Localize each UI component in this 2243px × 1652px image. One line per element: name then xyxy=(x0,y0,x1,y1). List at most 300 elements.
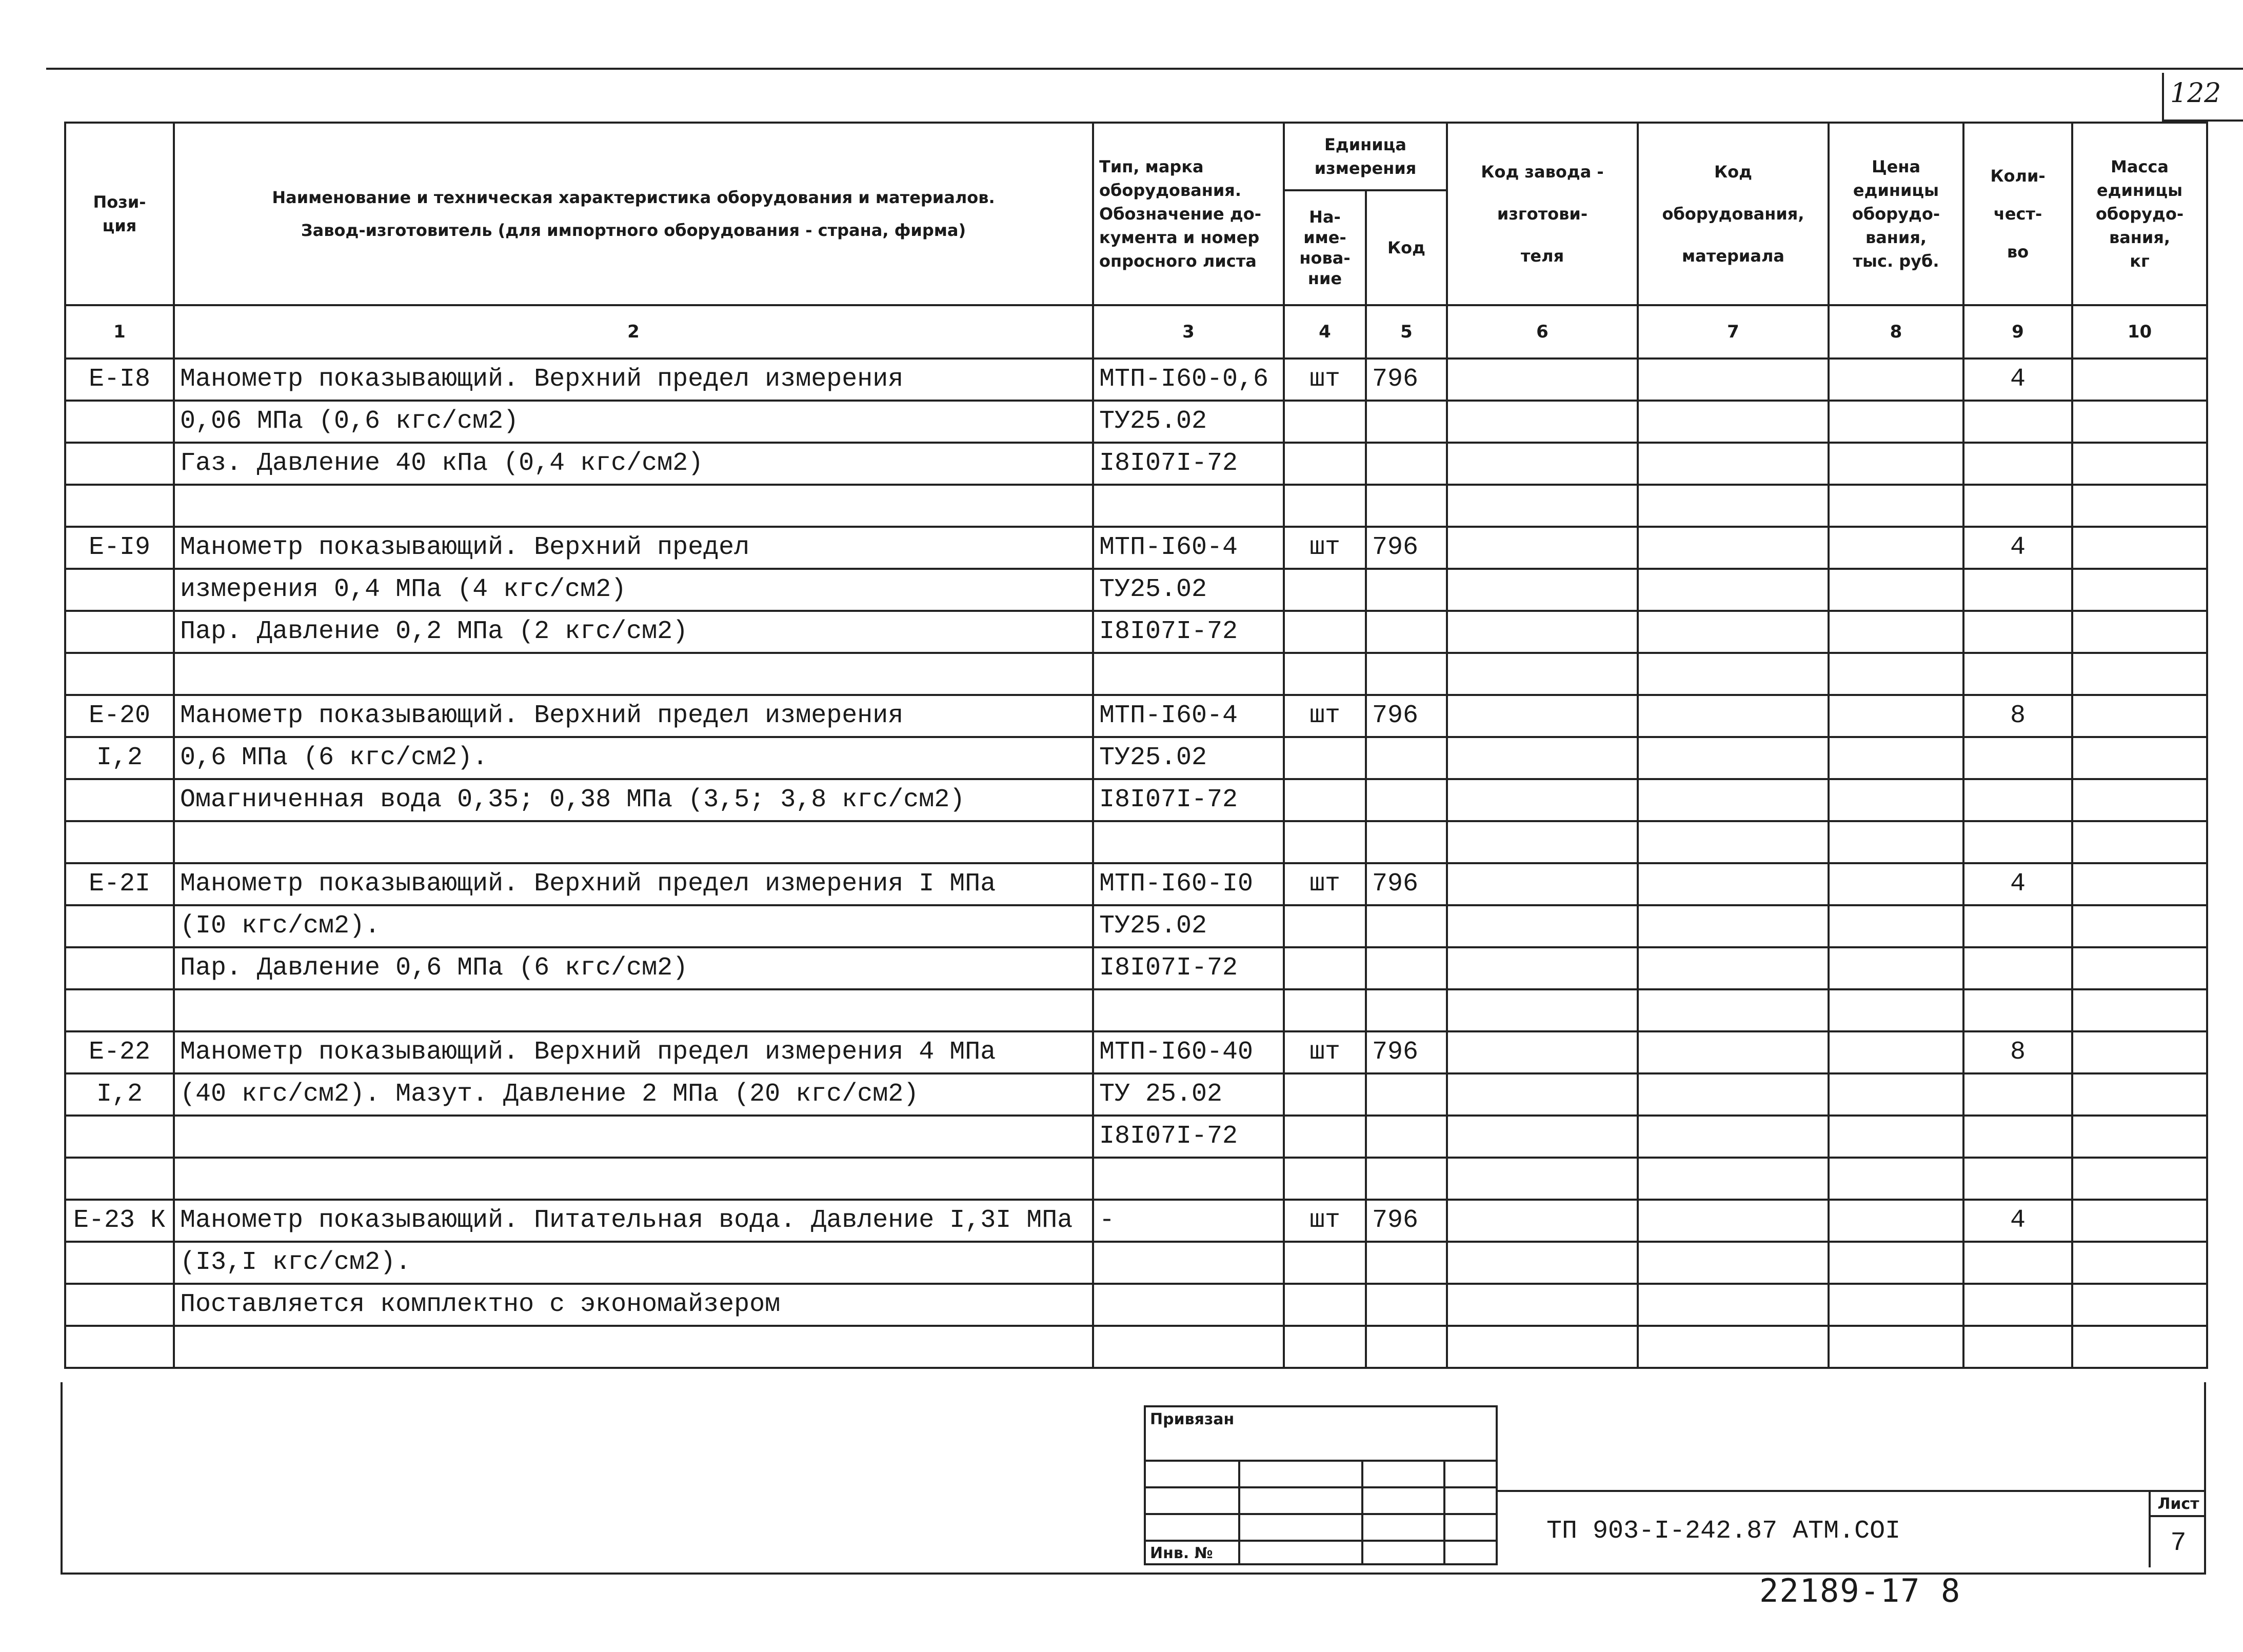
row-position xyxy=(65,1284,174,1326)
row-type xyxy=(1093,989,1284,1031)
row-mass xyxy=(2072,443,2207,485)
row-name: (40 кгс/см2). Мазут. Давление 2 МПа (20 кгс/см2) xyxy=(174,1073,1093,1116)
row-price xyxy=(1829,443,1963,485)
row-position xyxy=(65,1326,174,1368)
row-position xyxy=(65,653,174,695)
row-quantity xyxy=(1963,1116,2072,1158)
row-quantity xyxy=(1963,569,2072,611)
row-factory-code xyxy=(1447,611,1638,653)
row-position: Е-22 xyxy=(65,1031,174,1073)
row-price xyxy=(1829,779,1963,821)
row-equipment-code xyxy=(1638,779,1829,821)
table-row xyxy=(65,1031,2207,1073)
row-equipment-code xyxy=(1638,611,1829,653)
row-name: Манометр показывающий. Верхний предел xyxy=(174,527,1093,569)
row-price xyxy=(1829,737,1963,779)
row-name: (I3,I кгс/см2). xyxy=(174,1242,1093,1284)
row-position xyxy=(65,821,174,863)
row-quantity xyxy=(1963,443,2072,485)
row-type: I8I07I-72 xyxy=(1093,1116,1284,1158)
row-type: ТУ25.02 xyxy=(1093,905,1284,947)
row-unit-code xyxy=(1366,611,1447,653)
row-type: МТП-I60-40 xyxy=(1093,1031,1284,1073)
row-equipment-code xyxy=(1638,1200,1829,1242)
row-name: Манометр показывающий. Верхний предел измерения xyxy=(174,695,1093,737)
row-price xyxy=(1829,611,1963,653)
table-row xyxy=(65,1158,2207,1200)
column-number-row xyxy=(65,305,2207,359)
row-type xyxy=(1093,1326,1284,1368)
row-quantity: 4 xyxy=(1963,527,2072,569)
row-unit-name xyxy=(1284,989,1366,1031)
row-unit-code xyxy=(1366,1073,1447,1116)
row-type xyxy=(1093,1242,1284,1284)
table-row xyxy=(65,821,2207,863)
row-position xyxy=(65,905,174,947)
row-price xyxy=(1829,1116,1963,1158)
row-type: МТП-I60-I0 xyxy=(1093,863,1284,905)
row-name: Омагниченная вода 0,35; 0,38 МПа (3,5; 3,8 кгс/см2) xyxy=(174,779,1093,821)
table-row xyxy=(65,1242,2207,1284)
row-name xyxy=(174,1326,1093,1368)
row-equipment-code xyxy=(1638,863,1829,905)
row-equipment-code xyxy=(1638,737,1829,779)
row-unit-code: 796 xyxy=(1366,1200,1447,1242)
row-name: Поставляется комплектно с экономайзером xyxy=(174,1284,1093,1326)
row-equipment-code xyxy=(1638,443,1829,485)
row-position xyxy=(65,485,174,527)
row-unit-name: шт xyxy=(1284,863,1366,905)
row-name xyxy=(174,821,1093,863)
row-position xyxy=(65,1242,174,1284)
row-position: Е-20 xyxy=(65,695,174,737)
header-name-line2: Завод-изготовитель (для импортного оборудования - страна, фирма) xyxy=(301,221,966,240)
row-price xyxy=(1829,1242,1963,1284)
row-equipment-code xyxy=(1638,1284,1829,1326)
row-name: (I0 кгс/см2). xyxy=(174,905,1093,947)
row-unit-code xyxy=(1366,569,1447,611)
row-price xyxy=(1829,359,1963,401)
row-equipment-code xyxy=(1638,1116,1829,1158)
row-quantity xyxy=(1963,1073,2072,1116)
row-equipment-code xyxy=(1638,947,1829,989)
row-quantity: 8 xyxy=(1963,695,2072,737)
row-quantity xyxy=(1963,1158,2072,1200)
row-type: I8I07I-72 xyxy=(1093,947,1284,989)
row-factory-code xyxy=(1447,1116,1638,1158)
row-type: I8I07I-72 xyxy=(1093,779,1284,821)
header-quantity: Коли- чест- во xyxy=(1963,123,2072,305)
sheet-label: Лист xyxy=(2151,1495,2206,1517)
row-mass xyxy=(2072,359,2207,401)
table-row xyxy=(65,359,2207,401)
row-factory-code xyxy=(1447,1158,1638,1200)
row-position: I,2 xyxy=(65,737,174,779)
table-row xyxy=(65,1116,2207,1158)
row-price xyxy=(1829,1284,1963,1326)
table-row xyxy=(65,737,2207,779)
row-name xyxy=(174,653,1093,695)
row-unit-name xyxy=(1284,1284,1366,1326)
sheet-corner-number: 122 xyxy=(2170,78,2221,109)
row-price xyxy=(1829,1326,1963,1368)
table-row xyxy=(65,905,2207,947)
table-row xyxy=(65,569,2207,611)
table-row xyxy=(65,1200,2207,1242)
row-unit-name xyxy=(1284,1242,1366,1284)
row-mass xyxy=(2072,1242,2207,1284)
inventory-label: Инв. № xyxy=(1150,1544,1213,1562)
row-unit-name xyxy=(1284,737,1366,779)
row-unit-code: 796 xyxy=(1366,527,1447,569)
row-unit-code xyxy=(1366,1158,1447,1200)
row-mass xyxy=(2072,1284,2207,1326)
row-type: ТУ 25.02 xyxy=(1093,1073,1284,1116)
row-type: ТУ25.02 xyxy=(1093,401,1284,443)
row-factory-code xyxy=(1447,779,1638,821)
row-unit-code xyxy=(1366,905,1447,947)
document-code: ТП 903-I-242.87 АТМ.СОI xyxy=(1546,1517,1901,1546)
row-unit-code: 796 xyxy=(1366,695,1447,737)
row-name: Пар. Давление 0,6 МПа (6 кгс/см2) xyxy=(174,947,1093,989)
row-factory-code xyxy=(1447,1242,1638,1284)
row-quantity: 4 xyxy=(1963,359,2072,401)
header-factory-code: Код завода - изготови- теля xyxy=(1447,123,1638,305)
row-mass xyxy=(2072,905,2207,947)
row-mass xyxy=(2072,863,2207,905)
row-mass xyxy=(2072,653,2207,695)
row-unit-name xyxy=(1284,653,1366,695)
row-unit-name xyxy=(1284,1158,1366,1200)
row-factory-code xyxy=(1447,443,1638,485)
row-price xyxy=(1829,527,1963,569)
column-number: 3 xyxy=(1093,305,1284,359)
row-unit-name xyxy=(1284,947,1366,989)
row-type: МТП-I60-4 xyxy=(1093,695,1284,737)
row-name: Манометр показывающий. Питательная вода. Давление I,3I МПа xyxy=(174,1200,1093,1242)
row-mass xyxy=(2072,1158,2207,1200)
row-mass xyxy=(2072,401,2207,443)
row-quantity: 8 xyxy=(1963,1031,2072,1073)
row-factory-code xyxy=(1447,359,1638,401)
row-name: Манометр показывающий. Верхний предел измерения xyxy=(174,359,1093,401)
header-unit: Единица измерения xyxy=(1284,123,1447,190)
row-factory-code xyxy=(1447,569,1638,611)
sheet-number: 7 xyxy=(2170,1528,2187,1558)
row-unit-code xyxy=(1366,947,1447,989)
table-row xyxy=(65,779,2207,821)
row-position xyxy=(65,611,174,653)
row-type: ТУ25.02 xyxy=(1093,737,1284,779)
row-mass xyxy=(2072,737,2207,779)
row-name xyxy=(174,1158,1093,1200)
row-position xyxy=(65,1116,174,1158)
row-position: Е-23 К xyxy=(65,1200,174,1242)
row-equipment-code xyxy=(1638,905,1829,947)
table-row xyxy=(65,947,2207,989)
row-quantity xyxy=(1963,485,2072,527)
row-type xyxy=(1093,1284,1284,1326)
column-number: 7 xyxy=(1638,305,1829,359)
row-unit-name: шт xyxy=(1284,695,1366,737)
row-price xyxy=(1829,947,1963,989)
row-mass xyxy=(2072,779,2207,821)
row-unit-name xyxy=(1284,611,1366,653)
row-position: I,2 xyxy=(65,1073,174,1116)
row-type: МТП-I60-4 xyxy=(1093,527,1284,569)
row-unit-code: 796 xyxy=(1366,863,1447,905)
row-mass xyxy=(2072,947,2207,989)
row-unit-name xyxy=(1284,1073,1366,1116)
row-quantity xyxy=(1963,989,2072,1031)
row-name: Пар. Давление 0,2 МПа (2 кгс/см2) xyxy=(174,611,1093,653)
column-number: 10 xyxy=(2072,305,2207,359)
table-row xyxy=(65,653,2207,695)
row-quantity xyxy=(1963,737,2072,779)
row-mass xyxy=(2072,1116,2207,1158)
row-mass xyxy=(2072,527,2207,569)
row-unit-code xyxy=(1366,653,1447,695)
row-mass xyxy=(2072,611,2207,653)
row-equipment-code xyxy=(1638,653,1829,695)
row-position xyxy=(65,947,174,989)
row-type xyxy=(1093,1158,1284,1200)
row-unit-name xyxy=(1284,1116,1366,1158)
row-equipment-code xyxy=(1638,401,1829,443)
row-mass xyxy=(2072,485,2207,527)
row-quantity xyxy=(1963,779,2072,821)
row-name: измерения 0,4 МПа (4 кгс/см2) xyxy=(174,569,1093,611)
row-unit-name: шт xyxy=(1284,1200,1366,1242)
table-row xyxy=(65,1284,2207,1326)
row-name xyxy=(174,485,1093,527)
row-name: Манометр показывающий. Верхний предел измерения I МПа xyxy=(174,863,1093,905)
row-factory-code xyxy=(1447,905,1638,947)
row-type: I8I07I-72 xyxy=(1093,443,1284,485)
row-unit-code xyxy=(1366,401,1447,443)
row-unit-code xyxy=(1366,737,1447,779)
row-type xyxy=(1093,653,1284,695)
row-name: Манометр показывающий. Верхний предел измерения 4 МПа xyxy=(174,1031,1093,1073)
row-factory-code xyxy=(1447,737,1638,779)
row-equipment-code xyxy=(1638,989,1829,1031)
row-position xyxy=(65,443,174,485)
row-price xyxy=(1829,485,1963,527)
row-quantity xyxy=(1963,653,2072,695)
row-unit-code xyxy=(1366,1242,1447,1284)
row-unit-code xyxy=(1366,779,1447,821)
row-type xyxy=(1093,485,1284,527)
table-row xyxy=(65,1073,2207,1116)
header-unit-name: На- име- нова- ние xyxy=(1284,190,1366,305)
row-factory-code xyxy=(1447,401,1638,443)
row-price xyxy=(1829,401,1963,443)
row-quantity xyxy=(1963,1284,2072,1326)
row-factory-code xyxy=(1447,821,1638,863)
row-equipment-code xyxy=(1638,359,1829,401)
column-number: 4 xyxy=(1284,305,1366,359)
row-equipment-code xyxy=(1638,1031,1829,1073)
column-number: 6 xyxy=(1447,305,1638,359)
column-number: 8 xyxy=(1829,305,1963,359)
row-name: Газ. Давление 40 кПа (0,4 кгс/см2) xyxy=(174,443,1093,485)
row-factory-code xyxy=(1447,653,1638,695)
column-number: 2 xyxy=(174,305,1093,359)
row-type: I8I07I-72 xyxy=(1093,611,1284,653)
row-unit-name: шт xyxy=(1284,1031,1366,1073)
header-equipment-code: Код оборудования, материала xyxy=(1638,123,1829,305)
row-type xyxy=(1093,821,1284,863)
row-equipment-code xyxy=(1638,527,1829,569)
row-factory-code xyxy=(1447,947,1638,989)
equipment-spec-table xyxy=(64,122,2208,1369)
spec-table-body xyxy=(65,359,2207,1368)
row-quantity xyxy=(1963,611,2072,653)
row-name xyxy=(174,1116,1093,1158)
row-unit-code: 796 xyxy=(1366,1031,1447,1073)
header-type: Тип, марка оборудования. Обозначение до- кумента и номер опросного листа xyxy=(1093,123,1284,305)
row-unit-name xyxy=(1284,401,1366,443)
row-position xyxy=(65,779,174,821)
row-type: МТП-I60-0,6 xyxy=(1093,359,1284,401)
row-name: 0,6 МПа (6 кгс/см2). xyxy=(174,737,1093,779)
row-factory-code xyxy=(1447,1031,1638,1073)
sheet-corner-box xyxy=(2162,73,2243,122)
row-unit-name xyxy=(1284,443,1366,485)
row-name: 0,06 МПа (0,6 кгс/см2) xyxy=(174,401,1093,443)
table-row xyxy=(65,1326,2207,1368)
header-position: Пози- ция xyxy=(65,123,174,305)
top-border-line xyxy=(46,68,2243,70)
row-mass xyxy=(2072,695,2207,737)
table-row xyxy=(65,485,2207,527)
row-factory-code xyxy=(1447,485,1638,527)
row-unit-name xyxy=(1284,569,1366,611)
row-factory-code xyxy=(1447,1073,1638,1116)
row-quantity xyxy=(1963,401,2072,443)
row-price xyxy=(1829,695,1963,737)
row-price xyxy=(1829,863,1963,905)
row-unit-name xyxy=(1284,1326,1366,1368)
row-position: Е-I8 xyxy=(65,359,174,401)
row-type: ТУ25.02 xyxy=(1093,569,1284,611)
row-mass xyxy=(2072,569,2207,611)
row-position: Е-2I xyxy=(65,863,174,905)
row-mass xyxy=(2072,1031,2207,1073)
row-factory-code xyxy=(1447,989,1638,1031)
row-mass xyxy=(2072,989,2207,1031)
sheet-number-box xyxy=(2149,1492,2206,1567)
column-number: 9 xyxy=(1963,305,2072,359)
row-mass xyxy=(2072,821,2207,863)
table-row xyxy=(65,527,2207,569)
document-code-block xyxy=(1498,1490,2206,1565)
row-equipment-code xyxy=(1638,485,1829,527)
row-type: - xyxy=(1093,1200,1284,1242)
table-row xyxy=(65,695,2207,737)
row-mass xyxy=(2072,1326,2207,1368)
row-equipment-code xyxy=(1638,569,1829,611)
row-price xyxy=(1829,1073,1963,1116)
row-unit-code xyxy=(1366,1284,1447,1326)
row-factory-code xyxy=(1447,527,1638,569)
row-price xyxy=(1829,569,1963,611)
row-price xyxy=(1829,989,1963,1031)
table-row xyxy=(65,611,2207,653)
table-row xyxy=(65,443,2207,485)
header-unit-price: Цена единицы оборудо- вания, тыс. руб. xyxy=(1829,123,1963,305)
row-position xyxy=(65,1158,174,1200)
row-quantity xyxy=(1963,1326,2072,1368)
table-row xyxy=(65,863,2207,905)
row-factory-code xyxy=(1447,1284,1638,1326)
row-position: Е-I9 xyxy=(65,527,174,569)
row-unit-name xyxy=(1284,485,1366,527)
row-unit-name xyxy=(1284,779,1366,821)
row-unit-name: шт xyxy=(1284,527,1366,569)
row-quantity xyxy=(1963,821,2072,863)
row-quantity xyxy=(1963,905,2072,947)
row-factory-code xyxy=(1447,1326,1638,1368)
row-unit-code xyxy=(1366,821,1447,863)
row-equipment-code xyxy=(1638,821,1829,863)
row-quantity: 4 xyxy=(1963,1200,2072,1242)
row-quantity xyxy=(1963,947,2072,989)
row-factory-code xyxy=(1447,1200,1638,1242)
row-unit-code xyxy=(1366,1326,1447,1368)
row-unit-code xyxy=(1366,989,1447,1031)
row-price xyxy=(1829,653,1963,695)
row-price xyxy=(1829,1031,1963,1073)
row-name xyxy=(174,989,1093,1031)
row-position xyxy=(65,569,174,611)
row-quantity: 4 xyxy=(1963,863,2072,905)
header-unit-mass: Масса единицы оборудо- вания, кг xyxy=(2072,123,2207,305)
row-unit-code xyxy=(1366,443,1447,485)
row-factory-code xyxy=(1447,863,1638,905)
table-row xyxy=(65,989,2207,1031)
row-position xyxy=(65,401,174,443)
row-unit-name: шт xyxy=(1284,359,1366,401)
row-unit-code xyxy=(1366,485,1447,527)
row-equipment-code xyxy=(1638,695,1829,737)
row-unit-name xyxy=(1284,821,1366,863)
approval-stamp xyxy=(1144,1405,1498,1565)
row-price xyxy=(1829,1158,1963,1200)
row-unit-code xyxy=(1366,1116,1447,1158)
row-factory-code xyxy=(1447,695,1638,737)
table-row xyxy=(65,401,2207,443)
archive-number: 22189-17 8 xyxy=(1759,1572,1961,1609)
row-equipment-code xyxy=(1638,1158,1829,1200)
row-equipment-code xyxy=(1638,1073,1829,1116)
header-unit-code: Код xyxy=(1366,190,1447,305)
row-mass xyxy=(2072,1200,2207,1242)
header-name-line1: Наименование и техническая характеристика оборудования и материалов. xyxy=(272,188,995,207)
stamp-label: Привязан xyxy=(1150,1410,1235,1428)
column-number: 5 xyxy=(1366,305,1447,359)
row-equipment-code xyxy=(1638,1242,1829,1284)
row-mass xyxy=(2072,1073,2207,1116)
column-number: 1 xyxy=(65,305,174,359)
row-position xyxy=(65,989,174,1031)
row-price xyxy=(1829,821,1963,863)
row-price xyxy=(1829,1200,1963,1242)
row-quantity xyxy=(1963,1242,2072,1284)
row-equipment-code xyxy=(1638,1326,1829,1368)
header-name xyxy=(174,123,1093,305)
row-unit-code: 796 xyxy=(1366,359,1447,401)
